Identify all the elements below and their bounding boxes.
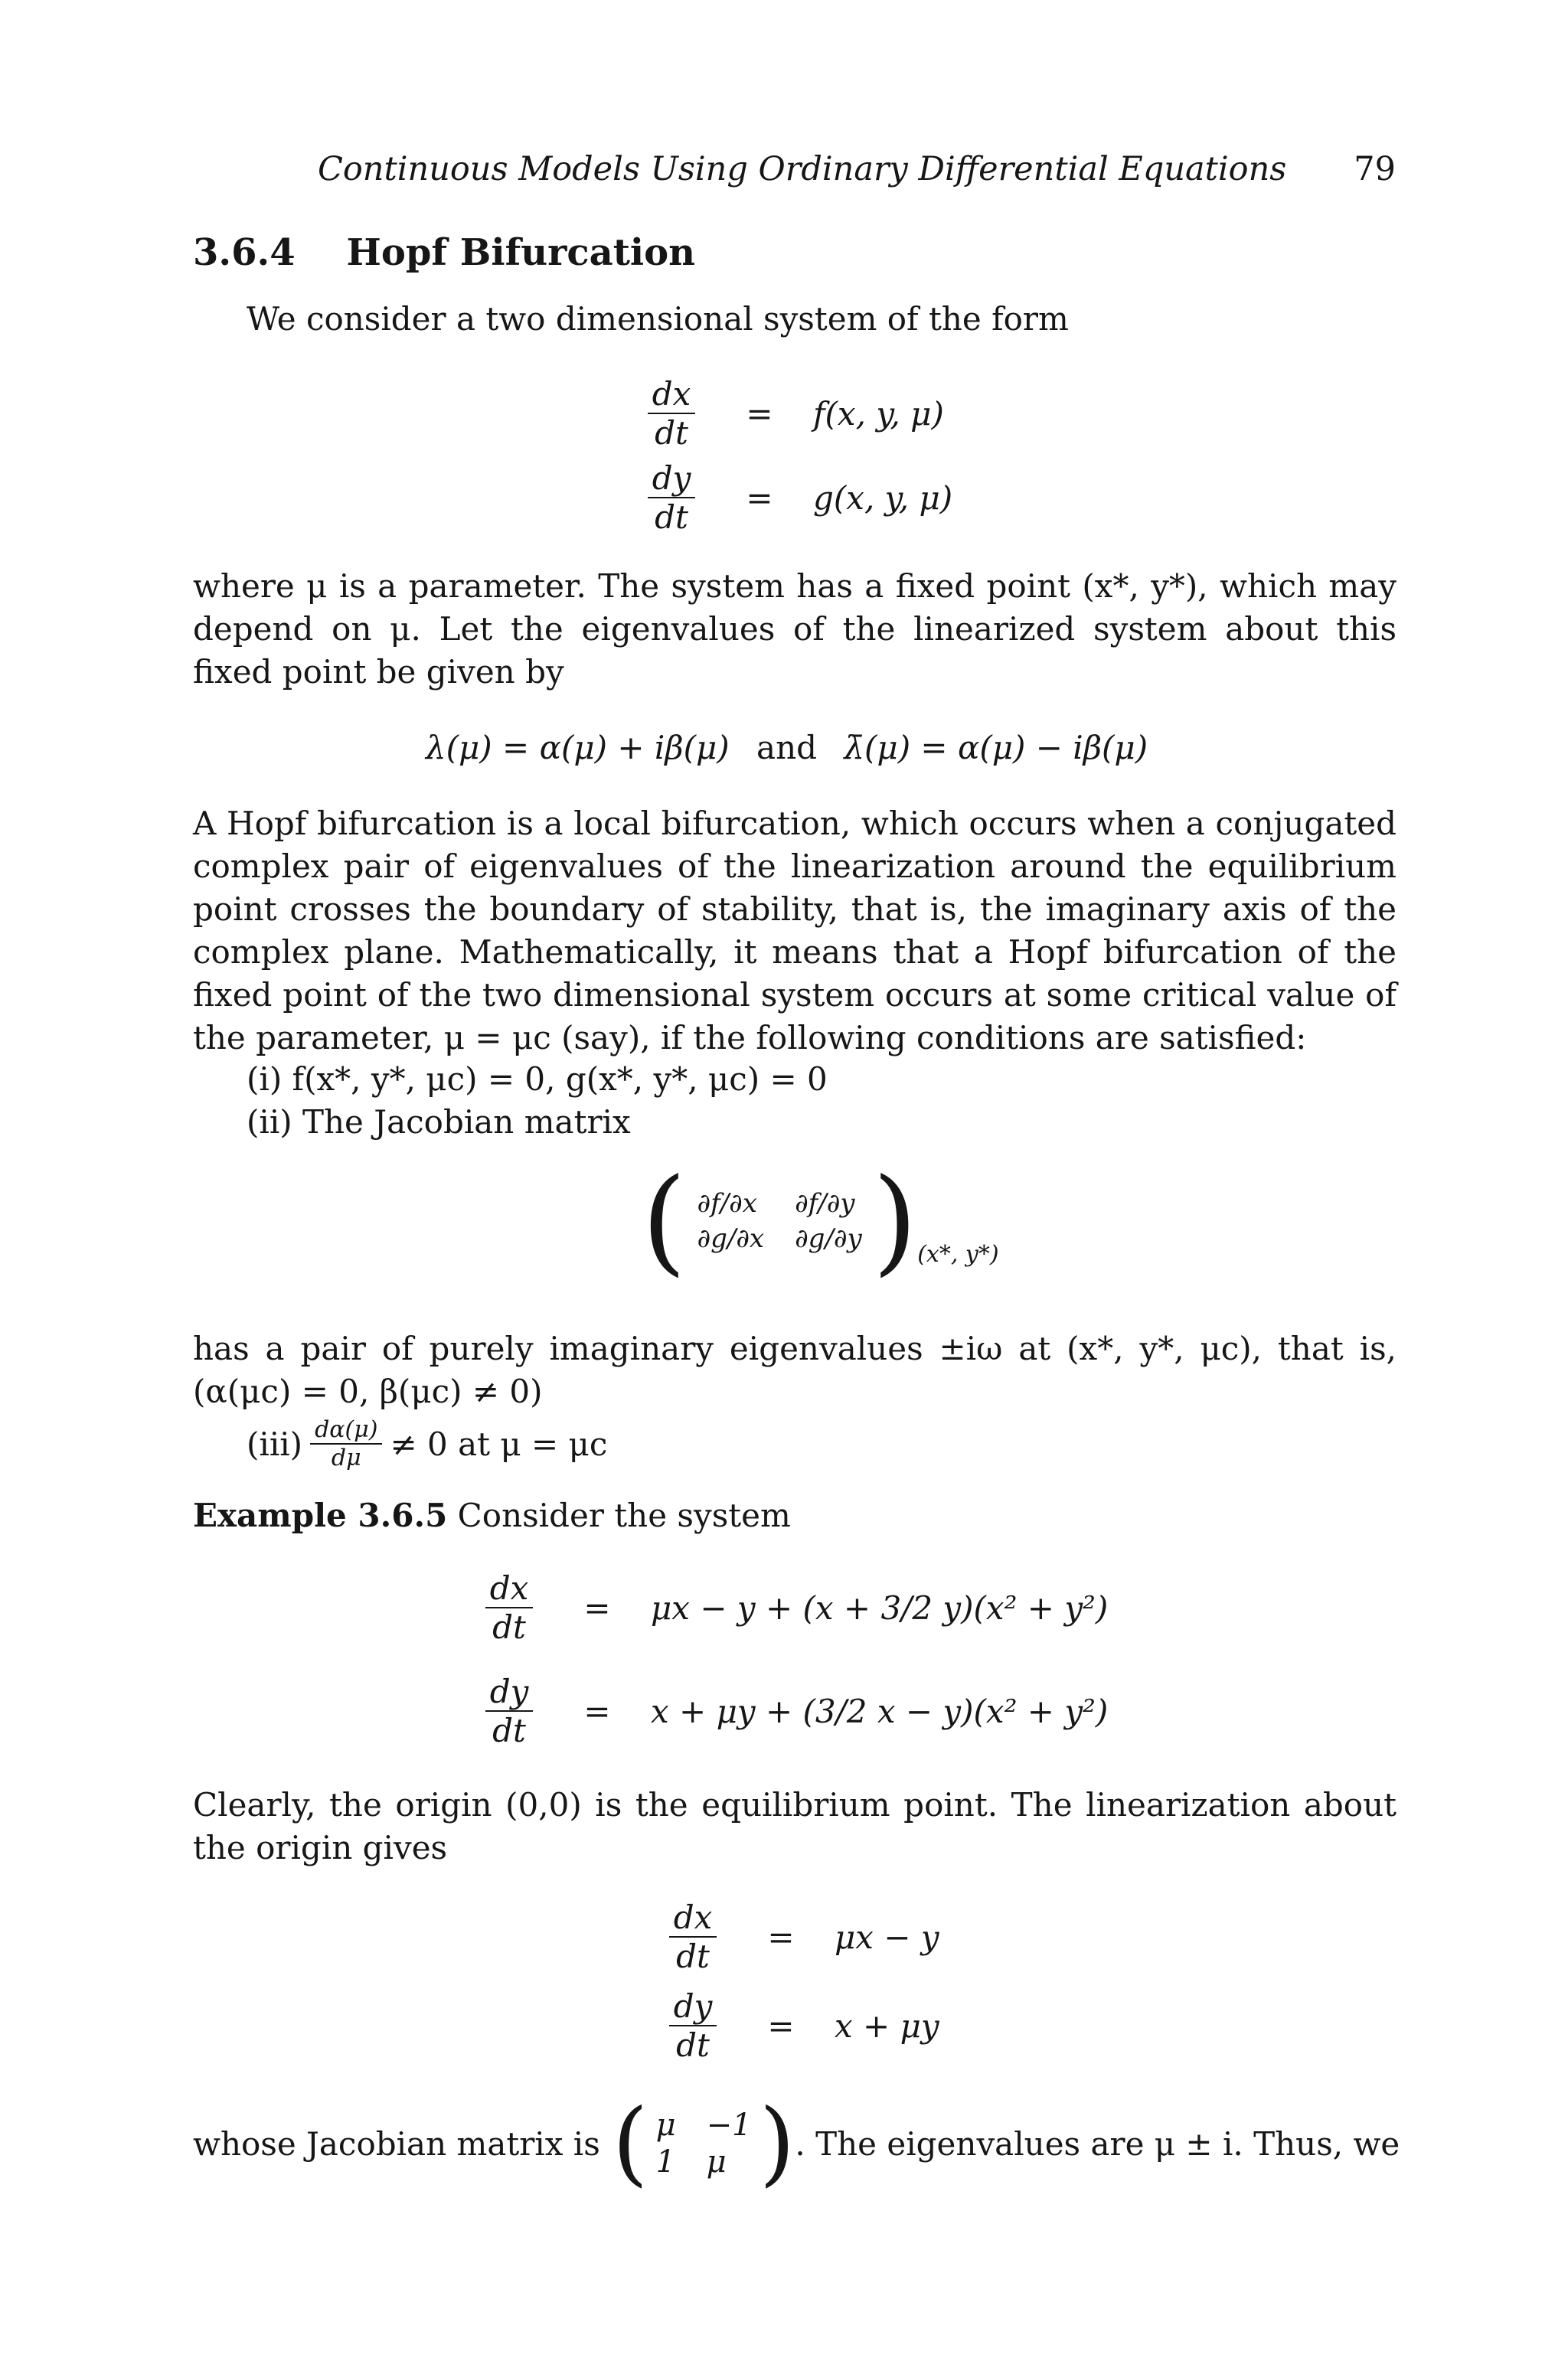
- equals-sign: =: [583, 1692, 611, 1730]
- entry-dg-dy: ∂g/∂y: [795, 1223, 862, 1254]
- system2-row1: [475, 1569, 1108, 1646]
- system2-row2: [475, 1673, 1108, 1749]
- condition-3: [247, 1416, 607, 1471]
- m12: −1: [706, 2108, 752, 2143]
- frac-num: dx: [669, 1899, 717, 1938]
- running-header: Continuous Models Using Ordinary Differential Equations: [318, 150, 1287, 188]
- frac-den: dt: [676, 1938, 710, 1975]
- intro-text: We consider a two dimensional system of the form: [247, 300, 1069, 338]
- jacobian-suffix: . The eigenvalues are μ ± i. Thus, we: [795, 2124, 1400, 2163]
- frac-den: dμ: [331, 1445, 361, 1471]
- frac-num: dx: [485, 1569, 534, 1608]
- equals-sign: =: [746, 478, 773, 517]
- frac-num: dα(μ): [310, 1416, 382, 1445]
- system3-row2: [658, 1987, 939, 2064]
- eigen-left: λ(μ) = α(μ) + iβ(μ): [426, 729, 730, 766]
- frac-den: dt: [655, 414, 688, 452]
- m11: μ: [655, 2108, 676, 2143]
- eigen-and: and: [756, 729, 818, 766]
- rhs-expression: f(x, y, μ): [813, 394, 944, 433]
- eigenvalue-equation: [426, 729, 1148, 766]
- rhs-expression: μx − y: [835, 1918, 939, 1956]
- section-number: 3.6.4: [193, 231, 296, 274]
- system1-row1: [637, 375, 944, 452]
- example-heading: [193, 1497, 791, 1534]
- frac-den: dt: [676, 2026, 710, 2064]
- evaluated-at: (x*, y*): [917, 1241, 999, 1268]
- example-text: Consider the system: [457, 1497, 791, 1534]
- entry-dg-dx: ∂g/∂x: [697, 1223, 765, 1254]
- system1-row2: [637, 459, 952, 536]
- frac-num: dy: [485, 1673, 534, 1712]
- cond3-rest: ≠ 0 at μ = μc: [390, 1425, 608, 1463]
- system3-row1: [658, 1899, 939, 1975]
- paragraph-3: has a pair of purely imaginary eigenvalues ±iω at (x*, y*, μc), that is, (α(μc) = 0, β(μc) ≠ 0): [193, 1330, 1396, 1410]
- entry-df-dx: ∂f/∂x: [697, 1188, 757, 1219]
- jacobian-matrix: [642, 1154, 999, 1288]
- rhs-expression: μx − y + (x + 3/2 y)(x² + y²): [651, 1589, 1109, 1627]
- jacobian-prefix: whose Jacobian matrix is: [193, 2124, 600, 2163]
- section-heading: [193, 231, 695, 274]
- frac-den: dt: [492, 1608, 526, 1646]
- rhs-expression: g(x, y, μ): [813, 478, 953, 517]
- example-label: Example 3.6.5: [193, 1497, 448, 1534]
- condition-1: (i) f(x*, y*, μc) = 0, g(x*, y*, μc) = 0: [247, 1060, 828, 1098]
- frac-num: dy: [648, 459, 696, 498]
- equals-sign: =: [767, 2007, 795, 2045]
- frac-num: dx: [648, 375, 696, 414]
- equals-sign: =: [583, 1589, 611, 1627]
- left-paren: (: [642, 1154, 687, 1288]
- left-paren: (: [612, 2090, 648, 2196]
- cond3-label: (iii): [247, 1425, 303, 1463]
- m21: 1: [655, 2144, 676, 2180]
- paragraph-1: where μ is a parameter. The system has a fixed point (x*, y*), which may depend on μ. Let the eigenvalues of the linearized system about this fixed point be given by: [193, 567, 1396, 691]
- jacobian-entries: [697, 1188, 862, 1254]
- right-paren: ): [759, 2090, 795, 2196]
- page-number: 79: [1354, 150, 1396, 188]
- entry-df-dy: ∂f/∂y: [795, 1188, 855, 1219]
- frac-num: dy: [669, 1987, 717, 2026]
- eigen-right: λ̄(μ) = α(μ) − iβ(μ): [844, 729, 1148, 766]
- rhs-expression: x + μy: [835, 2007, 939, 2045]
- matrix-entries: [656, 2108, 752, 2180]
- frac-den: dt: [655, 498, 688, 536]
- equals-sign: =: [767, 1918, 795, 1956]
- frac-den: dt: [492, 1712, 526, 1749]
- equals-sign: =: [746, 394, 773, 433]
- paragraph-4: Clearly, the origin (0,0) is the equilibrium point. The linearization about the origin gives: [193, 1786, 1396, 1866]
- condition-2: (ii) The Jacobian matrix: [247, 1103, 631, 1141]
- jacobian-sentence: [193, 2090, 1400, 2196]
- m22: μ: [706, 2144, 727, 2180]
- section-title: Hopf Bifurcation: [346, 231, 696, 274]
- paragraph-2: A Hopf bifurcation is a local bifurcation, which occurs when a conjugated complex pair of eigenvalues of the linearization around the equilibrium point crosses the boundary of stability, that is, the imaginary axis of the complex plane. Mathematically, it means that a Hopf bifurcation of the fixed point of the two dimensional system occurs at some critical value of the parameter, μ = μc (say), if the following conditions are satisfied:: [193, 805, 1396, 1056]
- right-paren: ): [872, 1154, 918, 1288]
- rhs-expression: x + μy + (3/2 x − y)(x² + y²): [651, 1692, 1109, 1730]
